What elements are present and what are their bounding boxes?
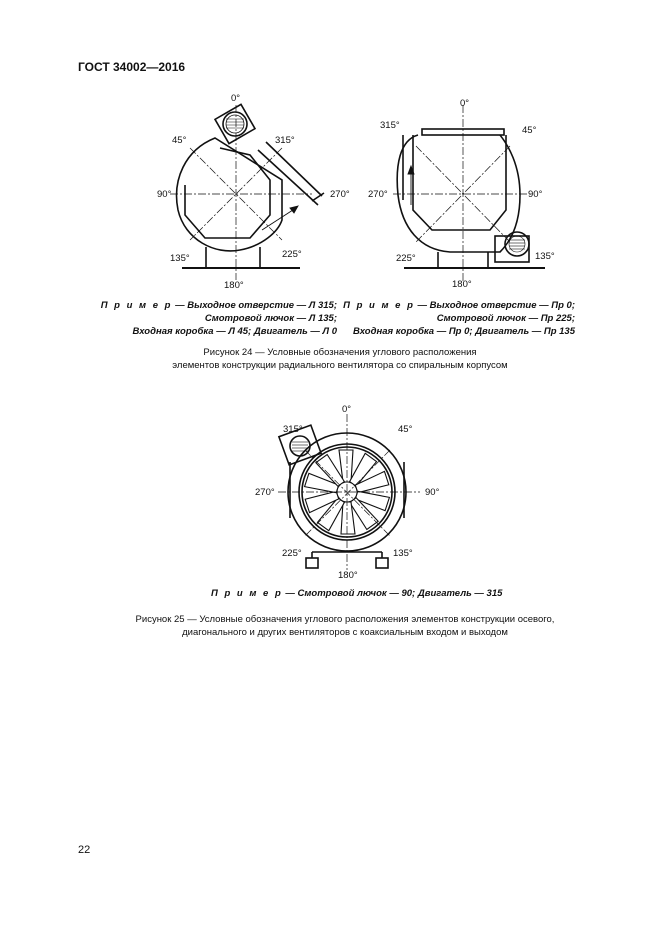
angle-label-0: 0°	[460, 98, 470, 109]
angle-label-270: 270°	[368, 189, 388, 200]
angle-label-315: 315°	[275, 135, 295, 146]
example-line-2: Смотровой лючок — Пр 225;	[436, 313, 575, 324]
example-line-3: Входная коробка — Пр 0; Двигатель — Пр 135	[353, 326, 575, 337]
angle-label-225: 225°	[396, 253, 416, 264]
figure-24-caption	[120, 346, 560, 372]
caption-line-1: Рисунок 25 — Условные обозначения углового расположения элементов конструкции осевого,	[135, 614, 555, 625]
angle-label-0: 0°	[342, 404, 352, 415]
angle-label-45: 45°	[522, 125, 537, 136]
example-line-1: — Выходное отверстие — Пр 0;	[417, 300, 575, 311]
page-number: 22	[78, 844, 91, 856]
caption-line-2: диагонального и других вентиляторов с коаксиальным входом и выходом	[182, 627, 508, 638]
example-line-1: — Выходное отверстие — Л 315;	[175, 300, 337, 311]
figure-25-axial-fan	[245, 400, 455, 585]
angle-label-90: 90°	[425, 487, 440, 498]
caption-line-2: элементов конструкции радиального вентилятора со спиральным корпусом	[172, 360, 508, 371]
example-note-axial	[211, 587, 502, 600]
example-note-left	[101, 299, 337, 338]
angle-label-225: 225°	[282, 548, 302, 559]
angle-label-135: 135°	[170, 253, 190, 264]
angle-label-135: 135°	[393, 548, 413, 559]
figure-24-right-fan	[360, 90, 570, 290]
figure-25-caption	[110, 613, 580, 639]
angle-label-90: 90°	[157, 189, 172, 200]
example-label: П р и м е р	[211, 588, 283, 599]
angle-label-180: 180°	[452, 279, 472, 290]
example-text: — Смотровой лючок — 90; Двигатель — 315	[285, 588, 503, 599]
angle-label-45: 45°	[398, 424, 413, 435]
angle-label-90: 90°	[528, 189, 543, 200]
angle-label-270: 270°	[330, 189, 350, 200]
angle-label-315: 315°	[283, 424, 303, 435]
example-label: П р и м е р	[100, 300, 173, 311]
figure-24-left-fan	[150, 90, 360, 290]
example-label: П р и м е р	[343, 300, 415, 311]
angle-label-45: 45°	[172, 135, 187, 146]
angle-label-315: 315°	[380, 120, 400, 131]
angle-label-225: 225°	[282, 249, 302, 260]
caption-line-1: Рисунок 24 — Условные обозначения углового расположения	[203, 347, 477, 358]
angle-label-135: 135°	[535, 251, 555, 262]
angle-label-180: 180°	[224, 280, 244, 290]
example-line-2: Смотровой лючок — Л 135;	[204, 313, 337, 324]
angle-label-270: 270°	[255, 487, 275, 498]
angle-label-0: 0°	[231, 93, 241, 104]
angle-label-180: 180°	[338, 570, 358, 581]
example-line-3: Входная коробка — Л 45; Двигатель — Л 0	[132, 326, 337, 337]
example-note-right	[343, 299, 575, 338]
document-header: ГОСТ 34002—2016	[78, 60, 186, 74]
